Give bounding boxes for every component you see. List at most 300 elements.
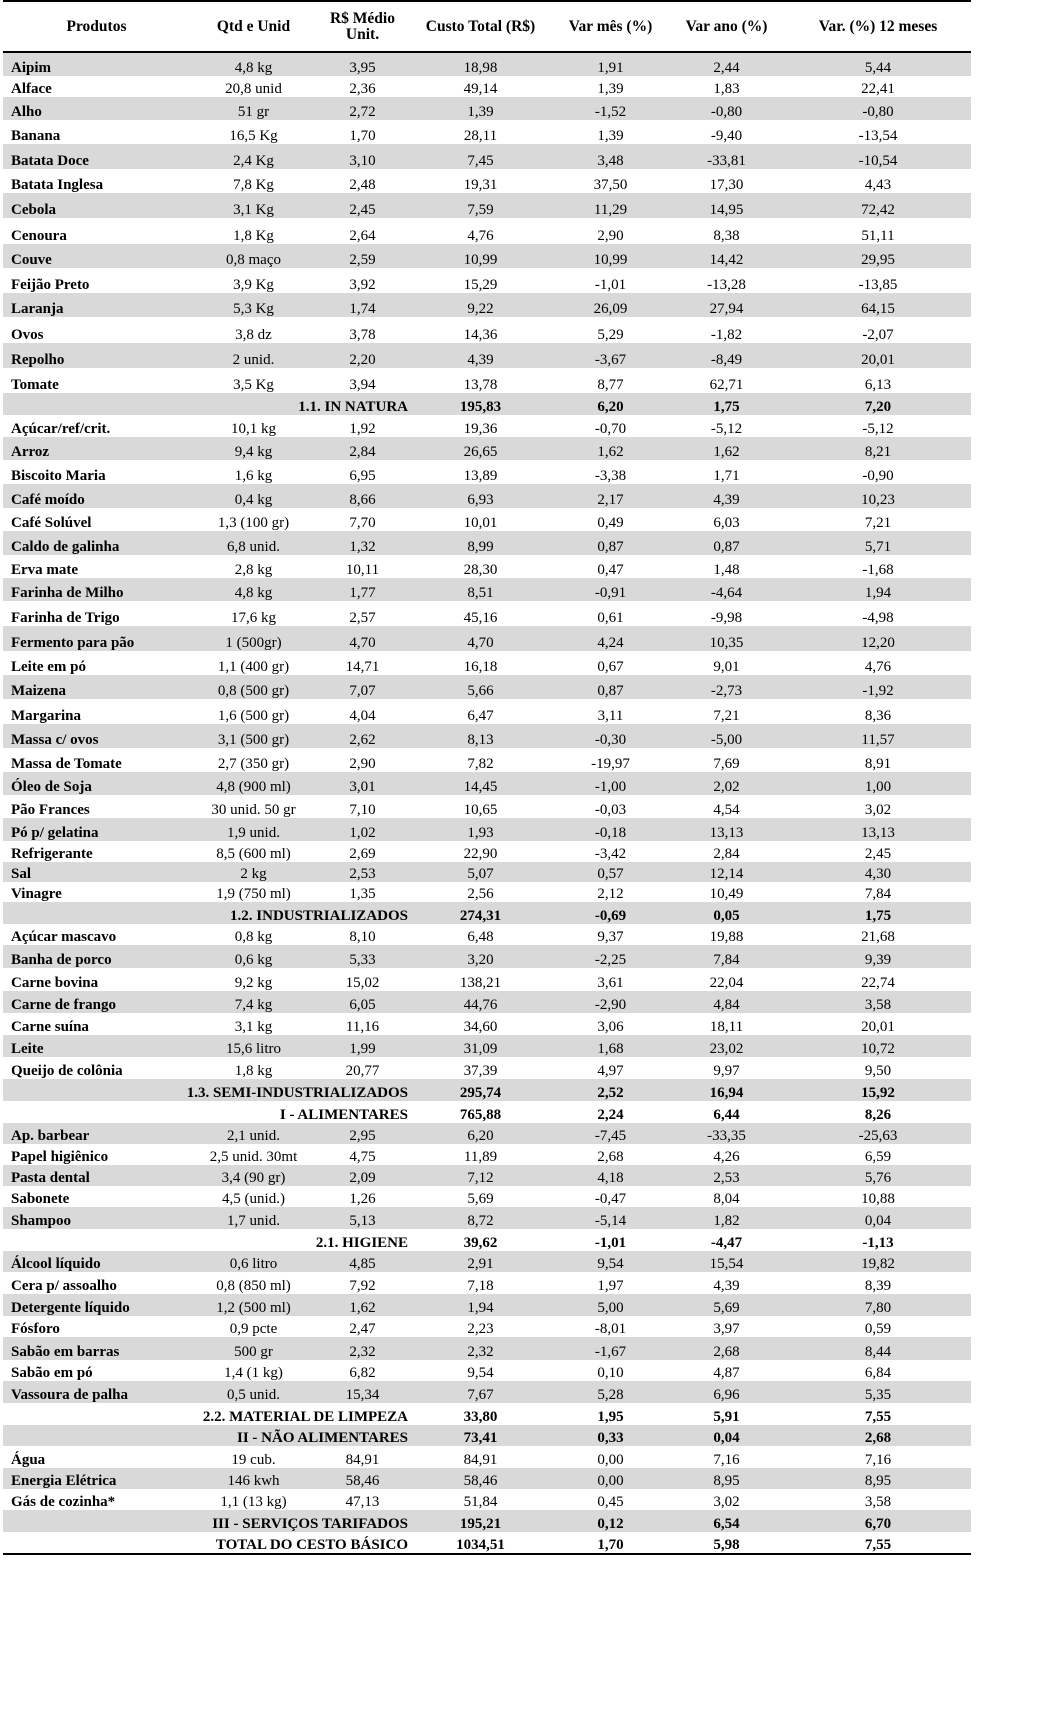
- cell-qtd: 0,8 maço: [190, 244, 317, 268]
- cell-preco-medio: 5,33: [317, 945, 408, 968]
- table-row: [3, 1013, 971, 1035]
- cell-preco-medio: 20,77: [345, 1063, 380, 1079]
- cell-preco-medio: 3,01: [317, 772, 408, 795]
- cell-qtd: 1,9 (750 ml): [216, 886, 291, 902]
- cell-produto: 2.1. HIGIENE: [315, 1235, 408, 1251]
- cell-var-12-meses: -0,90: [862, 468, 894, 484]
- cell-qtd: 2 kg: [190, 862, 317, 882]
- cell-var-ano: -9,40: [710, 128, 743, 144]
- cell-var-12-meses: 22,41: [861, 81, 895, 97]
- cell-var-mes: -0,18: [553, 818, 668, 841]
- cell-var-12-meses: 5,71: [785, 531, 971, 555]
- table-row: [3, 218, 971, 244]
- cell-custo-total: 9,54: [467, 1365, 494, 1381]
- cell-produto: Sabão em barras: [3, 1337, 190, 1360]
- cell-preco-medio: 15,34: [317, 1381, 408, 1403]
- cell-var-ano: -0,80: [668, 97, 785, 120]
- cell-var-mes: -0,03: [594, 802, 627, 818]
- cell-var-mes: -1,01: [594, 1235, 627, 1251]
- cell-var-ano: 6,96: [668, 1381, 785, 1403]
- table-row: [3, 97, 971, 120]
- cell-var-12-meses: 72,42: [785, 193, 971, 218]
- table-row: [3, 601, 971, 626]
- cell-produto: 1.2. INDUSTRIALIZADOS: [3, 902, 408, 924]
- cell-var-ano: 1,82: [668, 1207, 785, 1229]
- cell-custo-total: 19,31: [463, 177, 498, 193]
- cell-var-12-meses: 7,55: [864, 1537, 892, 1553]
- cell-qtd: 17,6 kg: [231, 610, 276, 626]
- cell-custo-total: 73,41: [408, 1425, 553, 1446]
- cell-var-ano: 10,35: [668, 626, 785, 651]
- cell-var-mes: 4,24: [553, 626, 668, 651]
- cell-preco-medio: 11,16: [345, 1019, 380, 1035]
- cell-var-12-meses: -2,07: [862, 327, 894, 343]
- cell-var-mes: 3,06: [597, 1019, 624, 1035]
- cell-produto: Pasta dental: [3, 1165, 190, 1186]
- cell-var-ano: 4,87: [713, 1365, 740, 1381]
- cell-produto: Alface: [11, 81, 52, 97]
- cell-var-mes: 8,77: [597, 377, 624, 393]
- cell-produto: Água: [11, 1452, 46, 1468]
- cell-produto: Alho: [3, 97, 190, 120]
- cell-custo-total: 2,23: [467, 1321, 494, 1337]
- cell-preco-medio: 2,64: [349, 228, 376, 244]
- subtotal-row: [3, 1532, 971, 1554]
- cell-var-mes: -0,30: [553, 724, 668, 748]
- cell-custo-total: 7,18: [467, 1278, 494, 1294]
- cell-var-mes: -19,97: [591, 756, 630, 772]
- cell-var-ano: 2,44: [668, 52, 785, 76]
- cell-var-ano: 3,97: [713, 1321, 740, 1337]
- cell-var-mes: 1,70: [597, 1537, 624, 1553]
- cell-var-mes: 0,47: [597, 562, 624, 578]
- cell-qtd: 1,6 kg: [234, 468, 273, 484]
- cell-preco-medio: 84,91: [345, 1452, 380, 1468]
- cell-produto: Aipim: [3, 52, 190, 76]
- cell-preco-medio: 3,94: [349, 377, 376, 393]
- cell-var-ano: -13,28: [707, 277, 746, 293]
- cell-var-mes: 3,48: [553, 144, 668, 169]
- cell-var-mes: 0,67: [597, 659, 624, 675]
- cell-custo-total: 4,76: [467, 228, 494, 244]
- cell-var-12-meses: -13,85: [858, 277, 898, 293]
- cell-produto: 1.1. IN NATURA: [3, 393, 408, 415]
- table-row: [3, 1165, 971, 1186]
- cell-var-mes: -0,47: [594, 1191, 627, 1207]
- cell-var-mes: 10,99: [553, 244, 668, 268]
- cell-var-mes: 9,37: [597, 929, 624, 945]
- cell-var-12-meses: 29,95: [785, 244, 971, 268]
- cell-qtd: 10,1 kg: [231, 421, 276, 437]
- header-var-12-meses: Var. (%) 12 meses: [818, 17, 938, 35]
- subtotal-row: [3, 1425, 971, 1446]
- cell-var-12-meses: 20,01: [785, 343, 971, 368]
- cell-var-ano: 7,69: [713, 756, 740, 772]
- cell-qtd: 1,9 unid.: [190, 818, 317, 841]
- table-row: [3, 862, 971, 882]
- cell-var-12-meses: 1,94: [785, 578, 971, 601]
- cell-custo-total: 14,36: [463, 327, 498, 343]
- subtotal-row: [3, 1079, 971, 1101]
- table-row: [3, 924, 971, 945]
- table-row: [3, 841, 971, 862]
- cell-custo-total: 15,29: [463, 277, 498, 293]
- cell-qtd: 4,8 (900 ml): [190, 772, 317, 795]
- cell-produto: Massa c/ ovos: [3, 724, 190, 748]
- table-row: [3, 415, 971, 437]
- cell-qtd: 1,1 (13 kg): [220, 1494, 287, 1510]
- cell-var-12-meses: 22,74: [861, 975, 895, 991]
- cell-produto: Repolho: [3, 343, 190, 368]
- cell-var-12-meses: 8,44: [785, 1337, 971, 1360]
- cell-preco-medio: 7,10: [349, 802, 376, 818]
- cell-custo-total: 5,66: [408, 675, 553, 699]
- cell-var-ano: 22,04: [709, 975, 744, 991]
- cell-qtd: 6,8 unid.: [190, 531, 317, 555]
- cell-var-ano: 1,62: [668, 437, 785, 460]
- cell-var-mes: -3,38: [594, 468, 627, 484]
- cell-var-ano: 19,88: [709, 929, 744, 945]
- cell-var-12-meses: 21,68: [861, 929, 895, 945]
- cell-preco-medio: 4,70: [317, 626, 408, 651]
- table-row: [3, 818, 971, 841]
- cell-qtd: 4,8 kg: [190, 52, 317, 76]
- cell-qtd: 2,1 unid.: [190, 1123, 317, 1144]
- cell-var-ano: 8,38: [713, 228, 740, 244]
- cell-var-12-meses: 51,11: [861, 228, 895, 244]
- cell-custo-total: 6,93: [408, 484, 553, 508]
- cell-var-12-meses: -13,54: [858, 128, 898, 144]
- cell-preco-medio: 2,59: [317, 244, 408, 268]
- cell-var-mes: 2,24: [597, 1107, 624, 1123]
- cell-preco-medio: 7,07: [317, 675, 408, 699]
- cell-custo-total: 765,88: [459, 1107, 502, 1123]
- table-row: [3, 968, 971, 991]
- cell-produto: Cera p/ assoalho: [11, 1278, 117, 1294]
- table-row: [3, 882, 971, 902]
- subtotal-row: [3, 902, 971, 924]
- cell-produto: Leite em pó: [11, 659, 86, 675]
- cell-qtd: 0,9 pcte: [229, 1321, 278, 1337]
- cell-qtd: 8,5 (600 ml): [216, 846, 291, 862]
- cell-var-12-meses: 10,72: [785, 1035, 971, 1057]
- cell-produto: Leite: [3, 1035, 190, 1057]
- cell-produto: 2.2. MATERIAL DE LIMPEZA: [202, 1409, 408, 1425]
- cell-var-ano: 4,84: [668, 991, 785, 1013]
- cell-produto: Ap. barbear: [3, 1123, 190, 1144]
- table-row: [3, 76, 971, 97]
- cell-var-12-meses: 8,36: [864, 708, 892, 724]
- cell-var-mes: 9,54: [553, 1251, 668, 1272]
- cell-qtd: 4,5 (unid.): [222, 1191, 285, 1207]
- cell-qtd: 0,8 kg: [234, 929, 273, 945]
- cell-custo-total: 6,48: [467, 929, 494, 945]
- cell-var-mes: 26,09: [553, 293, 668, 317]
- table-row: [3, 1144, 971, 1165]
- cell-var-mes: 3,11: [597, 708, 624, 724]
- cell-produto: Pó p/ gelatina: [3, 818, 190, 841]
- cell-var-12-meses: 3,58: [864, 1494, 892, 1510]
- cell-var-12-meses: 20,01: [861, 1019, 895, 1035]
- cell-preco-medio: 1,26: [349, 1191, 376, 1207]
- cell-var-mes: 1,39: [597, 128, 624, 144]
- cell-var-12-meses: 8,21: [785, 437, 971, 460]
- table-row: [3, 1489, 971, 1510]
- table-row: [3, 317, 971, 343]
- cell-var-ano: 7,16: [713, 1452, 740, 1468]
- cell-custo-total: 22,90: [463, 846, 498, 862]
- cell-qtd: 4,8 kg: [190, 578, 317, 601]
- cell-preco-medio: 1,35: [349, 886, 376, 902]
- cell-var-mes: 1,97: [597, 1278, 624, 1294]
- cell-var-12-meses: 13,13: [785, 818, 971, 841]
- cell-produto: Banana: [11, 128, 61, 144]
- cell-produto: Massa de Tomate: [11, 756, 122, 772]
- cell-var-12-meses: 0,04: [785, 1207, 971, 1229]
- cell-var-12-meses: 15,92: [785, 1079, 971, 1101]
- cell-var-mes: -3,67: [553, 343, 668, 368]
- cell-var-ano: 1,75: [668, 393, 785, 415]
- cell-var-mes: -0,91: [553, 578, 668, 601]
- table-row: [3, 343, 971, 368]
- cell-var-12-meses: 64,15: [785, 293, 971, 317]
- cell-qtd: 3,5 Kg: [233, 377, 274, 393]
- cell-produto: I - ALIMENTARES: [279, 1107, 408, 1123]
- cell-var-ano: 27,94: [668, 293, 785, 317]
- cell-qtd: 20,8 unid: [225, 81, 282, 97]
- cell-produto: Vinagre: [11, 886, 62, 902]
- cell-custo-total: 11,89: [463, 1149, 498, 1165]
- cell-preco-medio: 2,48: [349, 177, 376, 193]
- table-row: [3, 508, 971, 531]
- cell-var-mes: 2,12: [597, 886, 624, 902]
- cell-var-ano: 6,54: [668, 1510, 785, 1532]
- cell-produto: Carne de frango: [3, 991, 190, 1013]
- cell-preco-medio: 7,70: [349, 515, 376, 531]
- cell-produto: Pão Frances: [11, 802, 90, 818]
- cell-var-mes: 0,87: [553, 531, 668, 555]
- header-row: [3, 1, 971, 52]
- cell-produto: Fermento para pão: [3, 626, 190, 651]
- cell-custo-total: 1,94: [408, 1294, 553, 1316]
- cell-var-mes: 6,20: [553, 393, 668, 415]
- cell-preco-medio: 2,20: [317, 343, 408, 368]
- cell-qtd: 3,8 dz: [235, 327, 272, 343]
- cell-qtd: 30 unid. 50 gr: [211, 802, 296, 818]
- cell-preco-medio: 3,10: [317, 144, 408, 169]
- cell-custo-total: 9,22: [408, 293, 553, 317]
- cell-var-ano: -1,82: [710, 327, 743, 343]
- cell-var-12-meses: 6,84: [864, 1365, 892, 1381]
- cell-qtd: 1,3 (100 gr): [217, 515, 290, 531]
- cell-preco-medio: 2,57: [349, 610, 376, 626]
- cell-qtd: 2 unid.: [190, 343, 317, 368]
- table-row: [3, 1272, 971, 1294]
- cell-qtd: 146 kwh: [190, 1468, 317, 1489]
- cell-qtd: 0,5 unid.: [190, 1381, 317, 1403]
- cell-produto: Shampoo: [3, 1207, 190, 1229]
- cell-custo-total: 8,72: [408, 1207, 553, 1229]
- cell-custo-total: 7,45: [408, 144, 553, 169]
- cell-produto: Ovos: [11, 327, 44, 343]
- cell-preco-medio: 3,92: [349, 277, 376, 293]
- cell-var-12-meses: 9,39: [785, 945, 971, 968]
- cell-var-ano: 14,95: [668, 193, 785, 218]
- cell-preco-medio: 2,69: [349, 846, 376, 862]
- cell-qtd: 3,1 Kg: [190, 193, 317, 218]
- cell-preco-medio: 3,95: [317, 52, 408, 76]
- cell-var-mes: -8,01: [594, 1321, 627, 1337]
- table-row: [3, 1446, 971, 1468]
- cell-var-ano: 15,54: [668, 1251, 785, 1272]
- cell-custo-total: 45,16: [463, 610, 498, 626]
- cell-var-mes: 0,61: [597, 610, 624, 626]
- cell-var-mes: 5,29: [597, 327, 624, 343]
- cell-var-12-meses: 2,45: [864, 846, 892, 862]
- cell-preco-medio: 1,62: [317, 1294, 408, 1316]
- header-var-ano: Var ano (%): [685, 17, 768, 35]
- cell-var-mes: 0,87: [553, 675, 668, 699]
- cell-var-mes: 0,57: [553, 862, 668, 882]
- cell-custo-total: 44,76: [408, 991, 553, 1013]
- cell-custo-total: 1034,51: [456, 1537, 505, 1553]
- cell-produto: Margarina: [11, 708, 81, 724]
- cell-preco-medio: 14,71: [345, 659, 380, 675]
- cell-var-mes: 4,97: [597, 1063, 624, 1079]
- header-preco-medio-label: R$ Médio Unit.: [329, 9, 395, 43]
- cell-qtd: 3,4 (90 gr): [190, 1165, 317, 1186]
- cell-qtd: 16,5 Kg: [229, 128, 278, 144]
- table-row: [3, 945, 971, 968]
- cell-var-12-meses: 2,68: [785, 1425, 971, 1446]
- cell-var-ano: -8,49: [668, 343, 785, 368]
- cell-var-ano: 1,48: [713, 562, 740, 578]
- cell-produto: Couve: [3, 244, 190, 268]
- cell-var-ano: 4,54: [713, 802, 740, 818]
- cell-produto: III - SERVIÇOS TARIFADOS: [3, 1510, 408, 1532]
- cell-var-mes: 0,10: [597, 1365, 624, 1381]
- header-custo-total: Custo Total (R$): [425, 17, 536, 35]
- cell-var-ano: 4,39: [713, 1278, 740, 1294]
- cell-produto: Óleo de Soja: [3, 772, 190, 795]
- cell-produto: Arroz: [3, 437, 190, 460]
- cell-var-ano: 23,02: [668, 1035, 785, 1057]
- cell-custo-total: 7,12: [408, 1165, 553, 1186]
- cell-var-mes: -3,42: [594, 846, 627, 862]
- cell-produto: Café Solúvel: [11, 515, 92, 531]
- cell-produto: Vassoura de palha: [3, 1381, 190, 1403]
- cell-var-mes: 1,91: [553, 52, 668, 76]
- cell-var-ano: 18,11: [709, 1019, 744, 1035]
- cell-preco-medio: 8,66: [317, 484, 408, 508]
- cell-var-ano: 8,04: [713, 1191, 740, 1207]
- cell-custo-total: 4,39: [408, 343, 553, 368]
- cell-var-12-meses: 19,82: [785, 1251, 971, 1272]
- cell-preco-medio: 4,04: [349, 708, 376, 724]
- cell-var-ano: -33,35: [668, 1123, 785, 1144]
- cell-qtd: 0,8 (500 gr): [190, 675, 317, 699]
- cell-custo-total: 3,20: [408, 945, 553, 968]
- cell-produto: 1.3. SEMI-INDUSTRIALIZADOS: [3, 1079, 408, 1101]
- cell-custo-total: 13,78: [463, 377, 498, 393]
- table-row: [3, 1251, 971, 1272]
- cell-produto: Farinha de Milho: [3, 578, 190, 601]
- cell-produto: Sabão em pó: [11, 1365, 93, 1381]
- cell-custo-total: 28,11: [463, 128, 498, 144]
- cell-var-12-meses: 10,23: [785, 484, 971, 508]
- cell-var-ano: 8,95: [668, 1468, 785, 1489]
- cell-preco-medio: 1,32: [317, 531, 408, 555]
- cell-produto: Batata Doce: [3, 144, 190, 169]
- cell-preco-medio: 7,92: [349, 1278, 376, 1294]
- cell-var-ano: 17,30: [709, 177, 744, 193]
- cell-produto: Energia Elétrica: [3, 1468, 190, 1489]
- cell-var-mes: 4,18: [553, 1165, 668, 1186]
- cell-var-12-meses: 6,59: [864, 1149, 892, 1165]
- cell-produto: Erva mate: [11, 562, 79, 578]
- cell-qtd: 1 (500gr): [190, 626, 317, 651]
- cell-custo-total: 274,31: [408, 902, 553, 924]
- cell-custo-total: 10,99: [408, 244, 553, 268]
- cell-produto: Tomate: [11, 377, 59, 393]
- cell-var-ano: 13,13: [668, 818, 785, 841]
- cell-produto: Batata Inglesa: [11, 177, 104, 193]
- cell-qtd: 1,6 (500 gr): [217, 708, 290, 724]
- cell-var-12-meses: -1,92: [785, 675, 971, 699]
- cell-preco-medio: 2,84: [317, 437, 408, 460]
- table-row: [3, 555, 971, 578]
- cell-produto: Álcool líquido: [3, 1251, 190, 1272]
- cell-custo-total: 6,47: [467, 708, 494, 724]
- cell-var-ano: 9,01: [713, 659, 740, 675]
- cell-var-mes: -0,69: [553, 902, 668, 924]
- cell-preco-medio: 2,62: [317, 724, 408, 748]
- cell-var-mes: 0,45: [597, 1494, 624, 1510]
- cell-var-12-meses: 8,39: [864, 1278, 892, 1294]
- cell-var-12-meses: 5,35: [785, 1381, 971, 1403]
- cell-custo-total: 7,82: [467, 756, 494, 772]
- cell-var-mes: -2,25: [553, 945, 668, 968]
- cell-custo-total: 33,80: [463, 1409, 498, 1425]
- cell-var-mes: -5,14: [553, 1207, 668, 1229]
- cell-var-12-meses: 3,58: [785, 991, 971, 1013]
- table-row: [3, 1186, 971, 1207]
- cell-var-mes: -0,70: [594, 421, 627, 437]
- cell-var-ano: -5,00: [668, 724, 785, 748]
- cell-preco-medio: 1,74: [317, 293, 408, 317]
- cell-var-mes: 11,29: [553, 193, 668, 218]
- cell-preco-medio: 58,46: [317, 1468, 408, 1489]
- cell-var-mes: 0,00: [597, 1452, 624, 1468]
- cell-custo-total: 10,65: [463, 802, 498, 818]
- table-row: [3, 484, 971, 508]
- cell-preco-medio: 2,95: [317, 1123, 408, 1144]
- cell-var-mes: 1,95: [597, 1409, 624, 1425]
- table-row: [3, 1360, 971, 1381]
- cell-var-12-meses: 8,91: [864, 756, 892, 772]
- cell-var-mes: 37,50: [593, 177, 628, 193]
- cell-var-12-meses: -1,13: [862, 1235, 894, 1251]
- cell-preco-medio: 47,13: [345, 1494, 380, 1510]
- cell-preco-medio: 4,85: [317, 1251, 408, 1272]
- cell-preco-medio: 8,10: [349, 929, 376, 945]
- cell-var-ano: -33,81: [668, 144, 785, 169]
- table-row: [3, 169, 971, 193]
- cell-var-12-meses: 7,16: [864, 1452, 892, 1468]
- table-row: [3, 460, 971, 484]
- cell-produto: Cebola: [3, 193, 190, 218]
- cell-var-mes: -2,90: [553, 991, 668, 1013]
